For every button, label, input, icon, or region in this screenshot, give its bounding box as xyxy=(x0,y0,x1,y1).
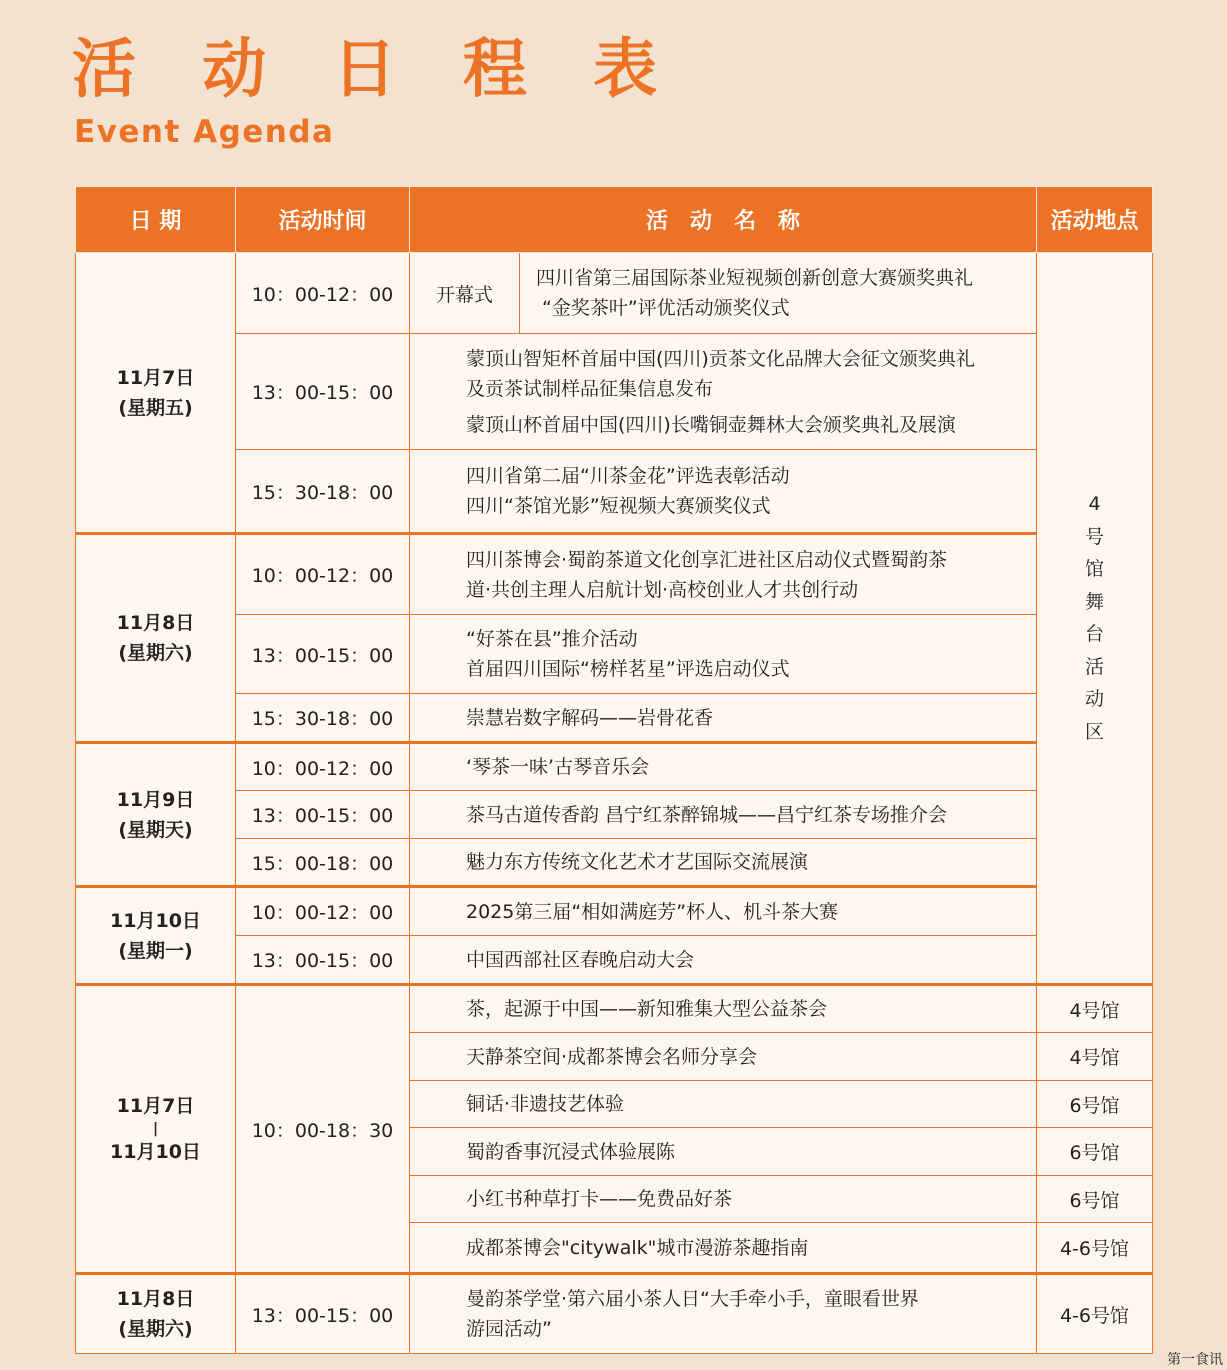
session-name: 曼韵茶学堂·第六届小茶人日“大手牵小手，童眼看世界 游园活动” xyxy=(410,1274,1037,1354)
session-name: 魅力东方传统文化艺术才艺国际交流展演 xyxy=(410,839,1037,887)
session-name: 四川茶博会·蜀韵茶道文化创享汇进社区启动仪式暨蜀韵茶 道·共创主理人启航计划·高校创业人才共创行动 xyxy=(410,534,1037,615)
session-name: 铜话·非遗技艺体验 xyxy=(410,1081,1037,1128)
header-time: 活动时间 xyxy=(236,187,410,253)
venue-cell: 6号馆 xyxy=(1037,1128,1153,1176)
table-row xyxy=(76,887,1153,936)
venue-cell: 4-6号馆 xyxy=(1037,1223,1153,1274)
table-row xyxy=(76,985,1153,1033)
session-name: 2025第三届“相如满庭芳”杯人、机斗茶大赛 xyxy=(410,887,1037,936)
session-name: 天静茶空间·成都茶博会名师分享会 xyxy=(410,1033,1037,1081)
time-cell: 13：00-15：00 xyxy=(236,1274,410,1354)
session-name: 四川省第二届“川茶金花”评选表彰活动 四川“茶馆光影”短视频大赛颁奖仪式 xyxy=(410,450,1037,534)
date-label: 11月7日 xyxy=(116,366,195,389)
venue-cell: 4号馆 xyxy=(1037,985,1153,1033)
venue-cell: 6号馆 xyxy=(1037,1081,1153,1128)
time-cell: 10：00-18：30 xyxy=(236,985,410,1274)
table-row xyxy=(76,615,1153,694)
table-row xyxy=(76,839,1153,887)
session-name: 蜀韵香事沉浸式体验展陈 xyxy=(410,1128,1037,1176)
table-row xyxy=(76,936,1153,984)
time-cell: 13：00-15：00 xyxy=(236,615,410,694)
session-name: 崇慧岩数字解码——岩骨花香 xyxy=(410,694,1037,743)
stage-venue-cell: 4 号 馆 舞 台 活 动 区 xyxy=(1037,253,1153,984)
table-row xyxy=(76,1274,1153,1354)
page-title: 活 动 日 程 表 xyxy=(72,33,680,107)
time-cell: 10：00-12：00 xyxy=(236,534,410,615)
session-tag: 开幕式 xyxy=(410,253,520,334)
header-venue: 活动地点 xyxy=(1037,187,1153,253)
date-range-cell: 11月7日 | 11月10日 xyxy=(76,985,236,1274)
table-row xyxy=(76,743,1153,791)
session-name: 中国西部社区春晚启动大会 xyxy=(410,936,1037,984)
time-cell: 13：00-15：00 xyxy=(236,936,410,984)
weekday-label: (星期五) xyxy=(118,396,193,419)
time-cell: 10：00-12：00 xyxy=(236,887,410,936)
session-name: 蒙顶山智矩杯首届中国(四川)贡茶文化品牌大会征文颁奖典礼 及贡茶试制样品征集信息发布 蒙顶山杯首届中国(四川)长嘴铜壶舞林大会颁奖典礼及展演 xyxy=(410,334,1037,450)
session-name: 成都茶博会"citywalk"城市漫游茶趣指南 xyxy=(410,1223,1037,1274)
time-cell: 15：30-18：00 xyxy=(236,450,410,534)
date-cell: 11月8日 (星期六) xyxy=(76,1274,236,1354)
time-cell: 13：00-15：00 xyxy=(236,791,410,839)
table-header-row xyxy=(76,187,1153,253)
session-name: 茶，起源于中国——新知雅集大型公益茶会 xyxy=(410,985,1037,1033)
session-name: ‘琴茶一味’古琴音乐会 xyxy=(410,743,1037,791)
page-subtitle: Event Agenda xyxy=(74,114,335,150)
time-cell: 15：30-18：00 xyxy=(236,694,410,743)
venue-cell: 6号馆 xyxy=(1037,1176,1153,1223)
date-cell: 11月10日 (星期一) xyxy=(76,887,236,984)
session-name: “好茶在县”推介活动 首届四川国际“榜样茗星”评选启动仪式 xyxy=(410,615,1037,694)
time-cell: 10：00-12：00 xyxy=(236,253,410,334)
table-row xyxy=(76,253,1153,334)
table-row xyxy=(76,694,1153,743)
session-name: 四川省第三届国际茶业短视频创新创意大赛颁奖典礼 “金奖茶叶”评优活动颁奖仪式 xyxy=(520,253,1037,334)
header-name: 活 动 名 称 xyxy=(410,187,1037,253)
table-row xyxy=(76,450,1153,534)
table-row xyxy=(76,534,1153,615)
time-cell: 15：00-18：00 xyxy=(236,839,410,887)
venue-cell: 4号馆 xyxy=(1037,1033,1153,1081)
agenda-table-range xyxy=(75,983,1153,1354)
date-cell xyxy=(76,253,236,534)
date-cell: 11月8日 (星期六) xyxy=(76,534,236,743)
time-cell: 10：00-12：00 xyxy=(236,743,410,791)
table-row xyxy=(76,791,1153,839)
table-row xyxy=(76,334,1153,450)
venue-cell: 4-6号馆 xyxy=(1037,1274,1153,1354)
agenda-table xyxy=(75,186,1153,984)
session-name: 茶马古道传香韵 昌宁红茶醉锦城——昌宁红茶专场推介会 xyxy=(410,791,1037,839)
header-date: 日 期 xyxy=(76,187,236,253)
date-cell: 11月9日 (星期天) xyxy=(76,743,236,887)
time-cell: 13：00-15：00 xyxy=(236,334,410,450)
watermark: 第一食讯 xyxy=(1167,1352,1223,1368)
session-name: 小红书种草打卡——免费品好茶 xyxy=(410,1176,1037,1223)
